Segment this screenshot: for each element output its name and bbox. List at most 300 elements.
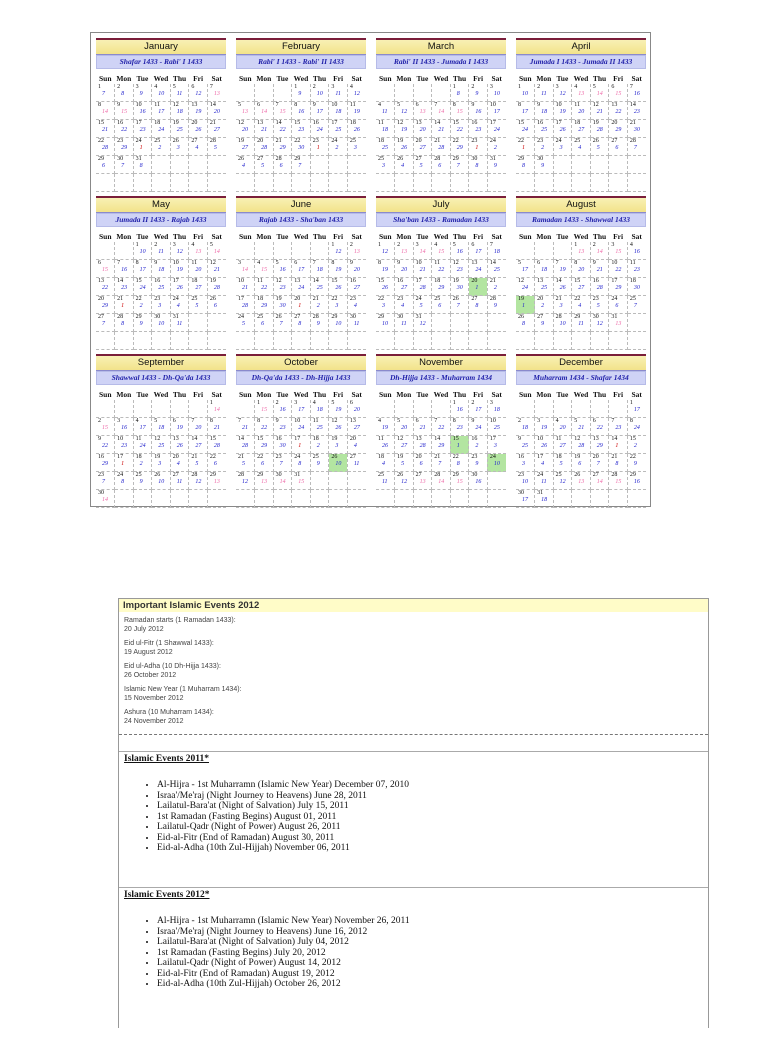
gregorian-day: 24 (172, 296, 179, 302)
hijri-day: 18 (382, 127, 388, 133)
hijri-day: 2 (475, 443, 479, 449)
hijri-day: 23 (633, 267, 640, 273)
gregorian-day: 5 (275, 260, 279, 266)
hijri-day: 6 (261, 461, 265, 467)
important-events-list (119, 612, 708, 726)
day-cell (236, 174, 255, 192)
day-cell (395, 454, 414, 472)
gregorian-day: 9 (518, 436, 521, 442)
hijri-day: 5 (242, 321, 245, 327)
gregorian-day: 30 (275, 472, 282, 478)
event-label: Eid ul-Adha (10 Dh-Hijja 1433): (124, 663, 221, 670)
hijri-day: 17 (522, 497, 528, 503)
month-title-bar (236, 196, 366, 213)
day-cell (152, 278, 171, 296)
hijri-day: 7 (298, 163, 302, 169)
weekday-mon: Mon (536, 74, 552, 83)
gregorian-day: 14 (434, 436, 441, 442)
day-cell (376, 120, 395, 138)
gregorian-day: 27 (172, 472, 179, 478)
hijri-day: 13 (578, 479, 585, 485)
gregorian-day: 13 (471, 260, 478, 266)
hijri-day: 18 (316, 407, 323, 413)
hijri-day: 18 (316, 267, 323, 273)
gregorian-day: 15 (629, 436, 636, 442)
gregorian-day: 31 (611, 314, 618, 320)
hijri-day: 10 (158, 91, 165, 97)
hijri-day: 8 (121, 479, 125, 485)
hijri-day: 5 (401, 461, 405, 467)
hijri-day: 6 (213, 303, 217, 309)
day-cell (170, 102, 189, 120)
list-item: • Al-Hijra - 1st Muharramn (Islamic New Year) December 07, 2010 (157, 780, 708, 791)
hijri-day: 9 (139, 321, 143, 327)
hijri-day: 13 (578, 91, 585, 97)
gregorian-day: 28 (434, 472, 441, 478)
day-cell (255, 102, 274, 120)
hijri-day: 30 (633, 127, 640, 133)
day-cell (152, 332, 171, 350)
weekday-fri: Fri (473, 232, 484, 241)
hijri-day: 7 (279, 461, 283, 467)
day-cell (450, 400, 469, 418)
weekday-wed: Wed (293, 74, 309, 83)
day-cell (376, 400, 395, 418)
day-cell (627, 156, 646, 174)
gregorian-day: 28 (312, 314, 319, 320)
day-cell (487, 490, 506, 508)
day-cell (152, 454, 171, 472)
gregorian-day: 7 (555, 260, 559, 266)
weekday-thu: Thu (172, 390, 187, 399)
day-cell (115, 332, 134, 350)
month-name: November (419, 357, 463, 368)
hijri-day: 17 (298, 267, 305, 273)
day-cell (553, 120, 572, 138)
hijri-day: 21 (261, 127, 268, 133)
day-cell (310, 138, 329, 156)
hijri-day: 8 (298, 321, 302, 327)
gregorian-day: 13 (294, 278, 301, 284)
gregorian-day: 28 (489, 296, 496, 302)
hijri-day: 8 (121, 321, 125, 327)
gregorian-day: 30 (154, 314, 161, 320)
gregorian-day: 21 (312, 296, 319, 302)
hijri-day: 7 (102, 479, 105, 485)
weekday-sun: Sun (379, 74, 392, 83)
weekday-wed: Wed (573, 232, 589, 241)
hijri-day: 25 (158, 285, 165, 291)
day-cell (329, 418, 348, 436)
day-cell (535, 418, 554, 436)
gregorian-day: 14 (489, 260, 496, 266)
day-cell (469, 138, 488, 156)
gregorian-day: 5 (331, 400, 335, 406)
day-cell (273, 260, 292, 278)
gregorian-day: 2 (154, 242, 158, 248)
list-item: • 1st Ramadan (Fasting Begins) July 20, 2012 (157, 948, 708, 959)
hijri-months: Muharram 1434 - Shafar 1434 (516, 371, 646, 385)
weekday-wed: Wed (433, 74, 449, 83)
day-cell (255, 242, 274, 260)
gregorian-day: 18 (135, 454, 142, 460)
weekday-wed: Wed (433, 390, 449, 399)
day-cell (590, 84, 609, 102)
gregorian-day: 17 (172, 278, 179, 284)
hijri-day: 29 (456, 145, 463, 151)
gregorian-day: 4 (555, 418, 559, 424)
hijri-day: 6 (279, 163, 283, 169)
day-cell (292, 156, 311, 174)
hijri-day: 13 (578, 249, 585, 255)
day-cell (590, 332, 609, 350)
gregorian-day: 22 (135, 296, 142, 302)
gregorian-day: 19 (331, 436, 338, 442)
gregorian-day: 8 (629, 418, 633, 424)
hijri-months: Rajab 1433 - Sha'ban 1433 (236, 213, 366, 227)
weekday-sun: Sun (99, 390, 112, 399)
day-cell (255, 436, 274, 454)
hijri-day: 22 (102, 285, 108, 291)
gregorian-day: 23 (98, 472, 104, 478)
day-cell (395, 242, 414, 260)
day-cell (553, 314, 572, 332)
day-cell (115, 174, 134, 192)
day-cell (413, 278, 432, 296)
gregorian-day: 7 (434, 418, 438, 424)
gregorian-day: 29 (331, 314, 338, 320)
gregorian-day: 29 (135, 314, 142, 320)
gregorian-day: 11 (574, 102, 580, 108)
day-cell (273, 102, 292, 120)
day-cell (207, 296, 226, 314)
day-cell (329, 84, 348, 102)
important-events-heading: Important Islamic Events 2012 (119, 599, 708, 612)
gregorian-day: 19 (275, 296, 282, 302)
gregorian-day: 20 (415, 138, 422, 144)
day-cell (170, 454, 189, 472)
event-date: 19 August 2012 (124, 649, 173, 656)
hijri-day: 21 (596, 109, 603, 115)
day-cell (96, 102, 115, 120)
weekday-sat: Sat (491, 390, 502, 399)
gregorian-day: 29 (452, 472, 459, 478)
day-cell (133, 490, 152, 508)
hijri-day: 28 (419, 285, 426, 291)
day-cell (273, 156, 292, 174)
gregorian-day: 22 (209, 454, 216, 460)
hijri-day: 20 (195, 425, 202, 431)
hijri-day: 8 (615, 461, 619, 467)
gregorian-day: 26 (397, 472, 404, 478)
hijri-day: 9 (316, 321, 320, 327)
day-cell (516, 84, 535, 102)
day-cell (347, 242, 366, 260)
gregorian-day: 16 (471, 120, 478, 126)
hijri-day: 20 (578, 267, 585, 273)
hijri-day: 5 (213, 145, 217, 151)
hijri-day: 10 (382, 321, 388, 327)
gregorian-day: 9 (471, 418, 475, 424)
hijri-day: 23 (456, 425, 463, 431)
day-cell (310, 418, 329, 436)
gregorian-day: 8 (452, 418, 456, 424)
gregorian-day: 20 (294, 296, 301, 302)
day-cell (133, 260, 152, 278)
gregorian-day: 29 (629, 472, 636, 478)
hijri-day: 29 (615, 285, 622, 291)
gregorian-day: 26 (172, 138, 179, 144)
hijri-day: 22 (438, 267, 445, 273)
hijri-months: Dh-Hijja 1433 - Muharram 1434 (376, 371, 506, 385)
day-cell (292, 472, 311, 490)
hijri-day: 16 (633, 249, 640, 255)
gregorian-day: 19 (397, 454, 404, 460)
hijri-day: 19 (195, 109, 202, 115)
day-cell (255, 156, 274, 174)
day-cell (207, 332, 226, 350)
gregorian-day: 12 (574, 436, 581, 442)
day-cell (207, 454, 226, 472)
weekday-mon: Mon (256, 74, 272, 83)
gregorian-day: 21 (238, 454, 244, 460)
hijri-day: 4 (195, 145, 199, 151)
hijri-day: 20 (213, 109, 220, 115)
hijri-day: 9 (633, 461, 637, 467)
hijri-day: 17 (158, 109, 165, 115)
month-title-bar (516, 354, 646, 371)
day-cell (255, 400, 274, 418)
hijri-day: 15 (261, 407, 268, 413)
gregorian-day: 11 (378, 120, 384, 126)
month-name: January (144, 41, 178, 52)
day-cell (413, 436, 432, 454)
day-cell (516, 278, 535, 296)
gregorian-day: 10 (172, 260, 179, 266)
hijri-day: 21 (578, 425, 585, 431)
weekday-tue: Tue (136, 232, 149, 241)
gregorian-day: 3 (172, 242, 176, 248)
day-cell (170, 120, 189, 138)
hijri-day: 3 (559, 303, 563, 309)
gregorian-day: 10 (611, 260, 618, 266)
hijri-day: 24 (475, 267, 482, 273)
gregorian-day: 19 (238, 138, 244, 144)
hijri-day: 1 (298, 303, 302, 309)
gregorian-day: 3 (489, 400, 493, 406)
gregorian-day: 27 (349, 454, 356, 460)
gregorian-day: 2 (592, 242, 596, 248)
gregorian-day: 21 (555, 296, 562, 302)
hijri-day: 14 (102, 109, 108, 115)
hijri-day: 26 (335, 425, 342, 431)
hijri-day: 14 (419, 249, 426, 255)
day-cell (450, 314, 469, 332)
gregorian-day: 27 (415, 472, 422, 478)
gregorian-day: 19 (397, 138, 404, 144)
day-cell (133, 138, 152, 156)
events-2011-list (119, 780, 708, 854)
hijri-day: 2 (493, 145, 497, 151)
hijri-day: 13 (615, 321, 622, 327)
day-cell (450, 242, 469, 260)
gregorian-day: 6 (98, 260, 101, 266)
gregorian-day: 29 (294, 156, 301, 162)
hijri-day: 3 (158, 303, 162, 309)
day-cell (609, 138, 628, 156)
gregorian-day: 31 (135, 156, 142, 162)
gregorian-day: 17 (489, 120, 496, 126)
day-cell (96, 454, 115, 472)
gregorian-day: 29 (518, 156, 524, 162)
hijri-day: 7 (279, 321, 283, 327)
gregorian-day: 21 (434, 138, 441, 144)
month-may (91, 191, 229, 349)
day-cell (329, 490, 348, 508)
weekday-mon: Mon (536, 232, 552, 241)
hijri-day: 5 (261, 163, 265, 169)
day-cell (627, 174, 646, 192)
weekday-mon: Mon (116, 74, 132, 83)
hijri-day: 19 (176, 425, 183, 431)
hijri-day: 30 (456, 285, 463, 291)
day-cell (413, 418, 432, 436)
day-cell (236, 102, 255, 120)
hijri-day: 29 (438, 285, 445, 291)
hijri-day: 3 (335, 443, 339, 449)
hijri-day: 19 (541, 425, 548, 431)
gregorian-day: 21 (489, 278, 496, 284)
gregorian-day: 10 (294, 418, 301, 424)
day-cell (207, 84, 226, 102)
weekday-thu: Thu (592, 390, 607, 399)
day-cell (189, 418, 208, 436)
day-cell (376, 174, 395, 192)
gregorian-day: 14 (434, 120, 441, 126)
day-cell (609, 156, 628, 174)
month-april (511, 33, 649, 191)
hijri-day: 5 (195, 461, 199, 467)
hijri-day: 23 (298, 127, 305, 133)
weekday-sat: Sat (631, 232, 642, 241)
month-grid (236, 231, 366, 350)
gregorian-day: 27 (471, 296, 478, 302)
day-cell (170, 260, 189, 278)
day-cell (329, 102, 348, 120)
gregorian-day: 3 (331, 84, 335, 90)
hijri-day: 8 (456, 91, 460, 97)
day-cell (152, 472, 171, 490)
gregorian-day: 15 (378, 278, 384, 284)
events-2012-list (119, 916, 708, 990)
day-cell (376, 260, 395, 278)
weekday-sun: Sun (379, 390, 392, 399)
month-grid (96, 389, 226, 508)
day-cell (189, 296, 208, 314)
day-cell (413, 156, 432, 174)
weekday-sun: Sun (239, 74, 252, 83)
day-cell (395, 138, 414, 156)
day-cell (590, 156, 609, 174)
day-cell (487, 102, 506, 120)
day-cell (115, 490, 134, 508)
gregorian-day: 23 (471, 454, 478, 460)
hijri-day: 11 (353, 461, 360, 467)
day-cell (236, 260, 255, 278)
hijri-day: 26 (176, 443, 183, 449)
day-cell (207, 156, 226, 174)
gregorian-day: 11 (191, 260, 198, 266)
weekday-thu: Thu (452, 74, 467, 83)
hijri-day: 17 (522, 109, 528, 115)
weekday-mon: Mon (536, 390, 552, 399)
weekday-fri: Fri (613, 74, 624, 83)
event-item (119, 616, 708, 634)
day-cell (516, 102, 535, 120)
day-cell (189, 174, 208, 192)
day-cell (432, 156, 451, 174)
day-cell (96, 242, 115, 260)
day-cell (347, 332, 366, 350)
hijri-day: 25 (158, 443, 165, 449)
hijri-months: Dh-Qa'da 1433 - Dh-Hijja 1433 (236, 371, 366, 385)
day-cell (292, 242, 311, 260)
day-cell (516, 314, 535, 332)
hijri-day: 2 (335, 145, 339, 151)
hijri-day: 27 (195, 443, 202, 449)
gregorian-day: 12 (592, 102, 599, 108)
gregorian-day: 10 (489, 102, 496, 108)
gregorian-day: 21 (275, 138, 282, 144)
day-cell (413, 454, 432, 472)
day-cell (152, 400, 171, 418)
month-name: April (571, 41, 591, 52)
hijri-day: 27 (419, 145, 426, 151)
day-cell (590, 472, 609, 490)
weekday-thu: Thu (312, 74, 327, 83)
month-title-bar (96, 38, 226, 55)
hijri-day: 17 (316, 109, 323, 115)
gregorian-day: 15 (209, 436, 216, 442)
day-cell (413, 138, 432, 156)
hijri-day: 21 (242, 425, 248, 431)
gregorian-day: 16 (471, 436, 478, 442)
gregorian-day: 29 (257, 472, 264, 478)
hijri-day: 1 (522, 145, 525, 151)
day-cell (236, 400, 255, 418)
hijri-day: 29 (438, 443, 445, 449)
day-cell (170, 400, 189, 418)
day-cell (535, 436, 554, 454)
gregorian-day: 30 (397, 314, 404, 320)
gregorian-day: 27 (415, 156, 422, 162)
hijri-day: 8 (121, 91, 125, 97)
day-cell (395, 84, 414, 102)
hijri-day: 18 (541, 267, 548, 273)
hijri-day: 25 (493, 425, 500, 431)
gregorian-day: 16 (154, 278, 161, 284)
hijri-day: 15 (438, 249, 445, 255)
hijri-day: 6 (615, 303, 619, 309)
gregorian-day: 14 (312, 278, 319, 284)
month-name: September (137, 357, 185, 368)
weekday-sat: Sat (351, 74, 362, 83)
day-cell (236, 138, 255, 156)
hijri-day: 8 (139, 163, 143, 169)
weekday-tue: Tue (556, 390, 569, 399)
day-cell (347, 120, 366, 138)
day-cell (207, 102, 226, 120)
